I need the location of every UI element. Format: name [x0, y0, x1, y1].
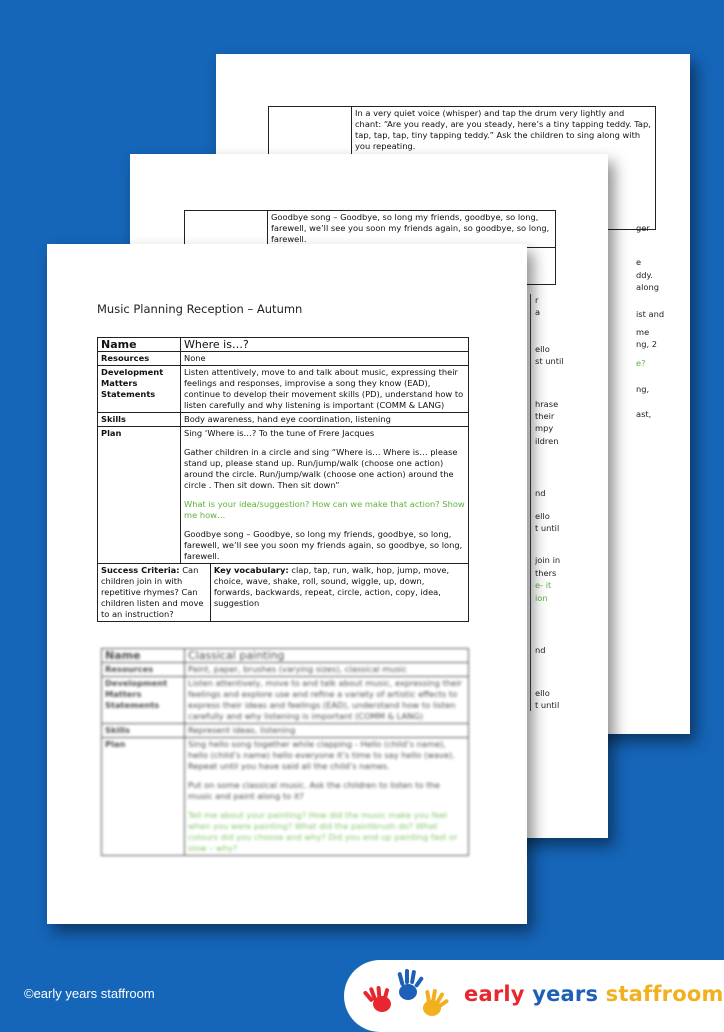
red-hand-icon	[363, 986, 391, 1012]
peek-text: e?	[636, 357, 646, 368]
document-title: Music Planning Reception – Autumn	[97, 302, 303, 316]
skills-value: Represent ideas, listening	[185, 724, 469, 738]
plan-intro: Sing hello song together while clapping - Hello (child’s name), hello (child’s name) hello everyone it’s time to say hello (wave). Repeat until you have said all the child’s names.	[188, 739, 455, 771]
plan-instructions: Gather children in a circle and sing “Where is… Where is… please stand up, please stand up. Run/jump/walk (choose one action) around the circle. Run/jump/walk (choose one action) around the circle . Then sit down. Then sit down”	[184, 447, 458, 490]
peek-text: ello	[535, 510, 550, 521]
plan-label: Plan	[98, 427, 181, 564]
resources-label: Resources	[98, 352, 181, 366]
vocabulary-cell	[210, 564, 468, 622]
peek-text: ast,	[636, 408, 652, 419]
mid-page-label-cell	[185, 211, 268, 248]
mid-page-peek-column	[530, 294, 608, 711]
peek-text: a	[535, 307, 541, 318]
peek-text: their	[535, 411, 555, 422]
peek-text: along	[636, 282, 659, 293]
peek-text: ist and	[636, 308, 665, 319]
brand-word-staffroom: staffroom	[605, 982, 724, 1006]
peek-text: ng,	[636, 384, 650, 395]
mid-page-goodbye-text: Goodbye song – Goodbye, so long my friends, goodbye, so long, farewell, we’ll see you soon my friends again, so goodbye, so long, farewell.	[271, 212, 550, 244]
peek-text: ion	[535, 592, 548, 603]
peek-text: ello	[535, 687, 550, 698]
success-criteria-value: Can children join in with repetitive rhymes? Can children listen and move to an instruction?	[101, 565, 204, 619]
peek-text: ildren	[535, 435, 559, 446]
peek-text: nd	[535, 645, 546, 656]
copyright-text: ©early years staffroom	[24, 986, 155, 1001]
development-label: Development Matters Statements	[102, 677, 185, 724]
yellow-hand-icon	[423, 989, 449, 1016]
peek-text: thers	[535, 567, 557, 578]
development-value: Listen attentively, move to and talk about music, expressing their feelings and explore use and refine a variety of artistic effects to express their ideas and feelings (EAD), understand how to listen carefully and why listening is important (COMM & LANG)	[185, 677, 469, 724]
peek-text: r	[535, 295, 539, 305]
skills-value: Body awareness, hand eye coordination, listening	[181, 413, 469, 427]
back-page-top-text: In a very quiet voice (whisper) and tap the drum very lightly and chant: “Are you ready, are you steady, here’s a tiny tapping teddy. Tap, tap, tap, tap, tiny tapping teddy.” Ask the children to sing along with you repeating.	[355, 108, 651, 151]
handprints-icon	[352, 960, 462, 1032]
back-page-peek-column	[636, 222, 690, 420]
peek-text: e	[636, 257, 642, 268]
plan-table-classical-painting	[101, 648, 469, 856]
success-criteria-cell	[98, 564, 211, 622]
peek-text: ddy.	[636, 269, 653, 280]
development-label: Development Matters Statements	[98, 366, 181, 413]
peek-text: hrase	[535, 398, 559, 409]
brand-logo	[344, 960, 724, 1032]
plan-table-where-is	[97, 337, 469, 622]
peek-text: me	[636, 327, 650, 338]
brand-wordmark	[464, 982, 724, 1006]
peek-text: ello	[535, 343, 550, 354]
resources-value: None	[181, 352, 469, 366]
success-criteria-label: Success Criteria:	[101, 565, 180, 575]
plan-value	[181, 427, 469, 564]
vocabulary-value: clap, tap, run, walk, hop, jump, move, choice, wave, shake, roll, sound, wiggle, up, down, forwards, backwards, repeat, circle, action, copy, idea, suggestion	[213, 565, 450, 608]
peek-text: mpy	[535, 423, 554, 434]
skills-label: Skills	[102, 724, 185, 738]
plan-intro: Sing ‘Where is…? To the tune of Frere Jacques	[184, 428, 375, 438]
activity-name: Classical painting	[185, 649, 469, 663]
activity-name: Where is…?	[181, 338, 469, 352]
plan-goodbye: Goodbye song – Goodbye, so long my friends, goodbye, so long, farewell, we’ll see you soon my friends again, so goodbye, so long, farewell.	[184, 529, 463, 561]
resources-value: Paint, paper, brushes (varying sizes), classical music	[185, 663, 469, 677]
plan-label: Plan	[102, 738, 185, 856]
blue-hand-icon	[397, 969, 424, 1000]
plan-value	[185, 738, 469, 856]
brand-word-years: years	[532, 982, 599, 1006]
peek-text: join in	[535, 555, 561, 566]
peek-text: e- it	[535, 580, 552, 591]
peek-text: ng, 2	[636, 339, 658, 350]
front-document-page	[47, 244, 527, 924]
peek-text: st until	[535, 356, 564, 367]
peek-text: t until	[535, 523, 560, 534]
peek-text: t until	[535, 699, 560, 710]
plan-prompt: Tell me about your painting? How did the music make you feel when you were painting? What did the paintbrush do? What colours did you choose and why? Did you end up painting fast or slow – why?	[188, 810, 458, 853]
skills-label: Skills	[98, 413, 181, 427]
peek-text: nd	[535, 488, 546, 499]
plan-prompt: What is your idea/suggestion? How can we make that action? Show me how…	[184, 499, 465, 520]
peek-text: ger	[636, 223, 650, 233]
mid-page-text-cell	[268, 211, 556, 248]
brand-word-early: early	[464, 982, 525, 1006]
plan-instructions: Put on some classical music. Ask the children to listen to the music and paint along to it?	[188, 780, 440, 801]
name-label: Name	[102, 649, 185, 663]
name-label: Name	[98, 338, 181, 352]
vocabulary-label: Key vocabulary:	[213, 565, 289, 575]
development-value: Listen attentively, move to and talk about music, expressing their feelings and responses, improvise a song they know (EAD), continue to develop their movement skills (PD), understand how to listen carefully and why listening is important (COMM & LANG)	[181, 366, 469, 413]
resources-label: Resources	[102, 663, 185, 677]
